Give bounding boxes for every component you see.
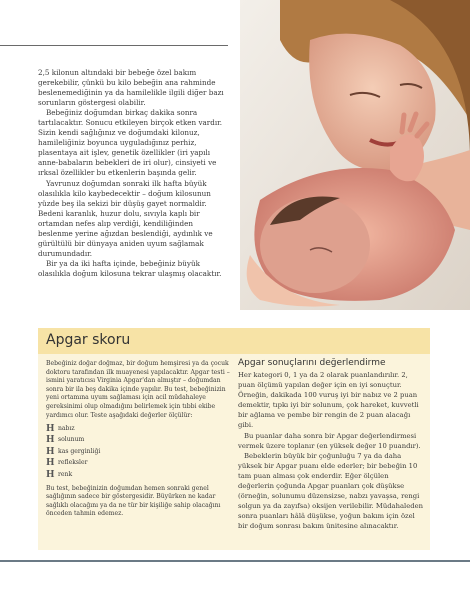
sign-label: solunum	[58, 436, 85, 444]
bullet-marker: H	[46, 458, 55, 469]
apgar-score-panel	[38, 328, 430, 550]
list-item	[46, 446, 234, 458]
body-paragraph: Yavrunuz doğumdan sonraki ilk hafta büyük olasılıkla kilo kaybedecektir – doğum kilosunun yüzde beş ila sekizi bir düşüş gayet normaldir. Bedeni karanlık, huzur dolu, sıvıyla kaplı bir ortamdan nefes alıp verdiği, kendiliğinden beslenme yerine ağızdan beslendiği, aydınlık ve gürültülü bir dünyaya aniden uyum sağlamak durumundadır.	[38, 178, 213, 258]
bottom-rule	[0, 560, 470, 562]
photo-illustration	[240, 0, 470, 310]
apgar-left-column	[46, 360, 234, 521]
results-paragraph: Bu puanlar daha sonra bir Apgar değerlendirmesi vermek üzere toplanır (en yüksek değer 10 puandır).	[238, 431, 421, 450]
apgar-right-column	[238, 358, 424, 532]
apgar-signs-list	[46, 423, 234, 481]
sign-label: refleksler	[58, 459, 88, 467]
list-item	[46, 423, 234, 435]
apgar-results-text	[238, 370, 424, 532]
apgar-panel-title: Apgar skoru	[46, 332, 131, 348]
list-item	[46, 435, 234, 447]
body-paragraph: Bebeğiniz doğumdan birkaç dakika sonra tartılacaktır. Sonucu etkileyen birçok etken vardır. Sizin kendi sağlığınız ve doğumdaki kilonuz, hamileliğiniz boyunca uyguladığınız perhiz, plasentaya ait işlev, genetik özellikler (iri yapılı anne-babaların bebekleri de iri olur), cinsiyeti ve ırksal özellikler bu etkenlerin başında gelir.	[38, 108, 223, 178]
results-paragraph: Bebeklerin büyük bir çoğunluğu 7 ya da daha yüksek bir Apgar puanı elde ederler; bir bebeğin 10 tam puan alması çok enderdir. Eğer ölçülen değerlerin çoğunda Apgar puanları çok düşükse (örneğin, solunumu düzensizse, nabzı yavaşsa, rengi solgun ya da zayıfsa) oksijen verilebilir. Müdahaleden sonra puanları hâlâ düşükse, yoğun bakım için özel bir doğum sonrası bakım ünitesine alınacaktır.	[238, 451, 423, 531]
bullet-marker: H	[46, 446, 55, 457]
apgar-results-heading: Apgar sonuçlarını değerlendirme	[238, 358, 386, 368]
body-paragraph: 2,5 kilonun altındaki bir bebeğe özel bakım gerekebilir, çünkü bu kilo bebeğin ana rahminde beslenemediğinin ya da hamilelikle ilgili diğer bazı sorunların göstergesi olabilir.	[38, 68, 224, 108]
body-paragraph: Bir ya da iki hafta içinde, bebeğiniz büyük olasılıkla doğum kilosuna tekrar ulaşmış olacaktır.	[38, 258, 222, 278]
sign-label: renk	[58, 470, 73, 478]
bullet-marker: H	[46, 435, 55, 446]
apgar-intro-text: Bebeğiniz doğar doğmaz, bir doğum hemşiresi ya da çocuk doktoru tarafından ilk muayenesi yapılacaktır. Apgar testi – ismini yaratıcısı Virginia Apgar'dan almıştır – doğumdan sonra bir ila beş dakika içinde yapılır. Bu test, bebeğinizin yeni ortamına uyum sağlaması için acil müdahaleye gereksinimi olup olmadığını belirlemek için tıbbi ekibe yardımcı olur. Teste aşağıdaki değerler ölçülür:	[46, 360, 230, 419]
list-item	[46, 469, 234, 481]
top-rule	[0, 45, 228, 46]
main-body-text	[38, 68, 228, 279]
apgar-panel-header	[38, 328, 430, 354]
list-item	[46, 458, 234, 470]
mother-newborn-photo	[240, 0, 470, 310]
sign-label: kas gerginliği	[58, 447, 101, 455]
results-paragraph: Her kategori 0, 1 ya da 2 olarak puanlandırılır. 2, puan ölçümü yapılan değer için en iyi sonuçtur. Örneğin, dakikada 100 vuruş iyi bir nabız ve 2 puan demektir, tıpkı iyi bir solunum, çok hareket, kuvvetli bir ağlama ve pembe bir rengin de 2 puan alacağı gibi.	[238, 371, 419, 430]
apgar-outro-text: Bu test, bebeğinizin doğumdan hemen sonraki genel sağlığının sadece bir göstergesidir. Büyürken ne kadar sağlıklı olacağını ya da ne tür bir kişiliğe sahip olacağını önceden tahmin edemez.	[46, 484, 221, 518]
sign-label: nabız	[58, 424, 75, 432]
bullet-marker: H	[46, 423, 55, 434]
bullet-marker: H	[46, 469, 55, 480]
